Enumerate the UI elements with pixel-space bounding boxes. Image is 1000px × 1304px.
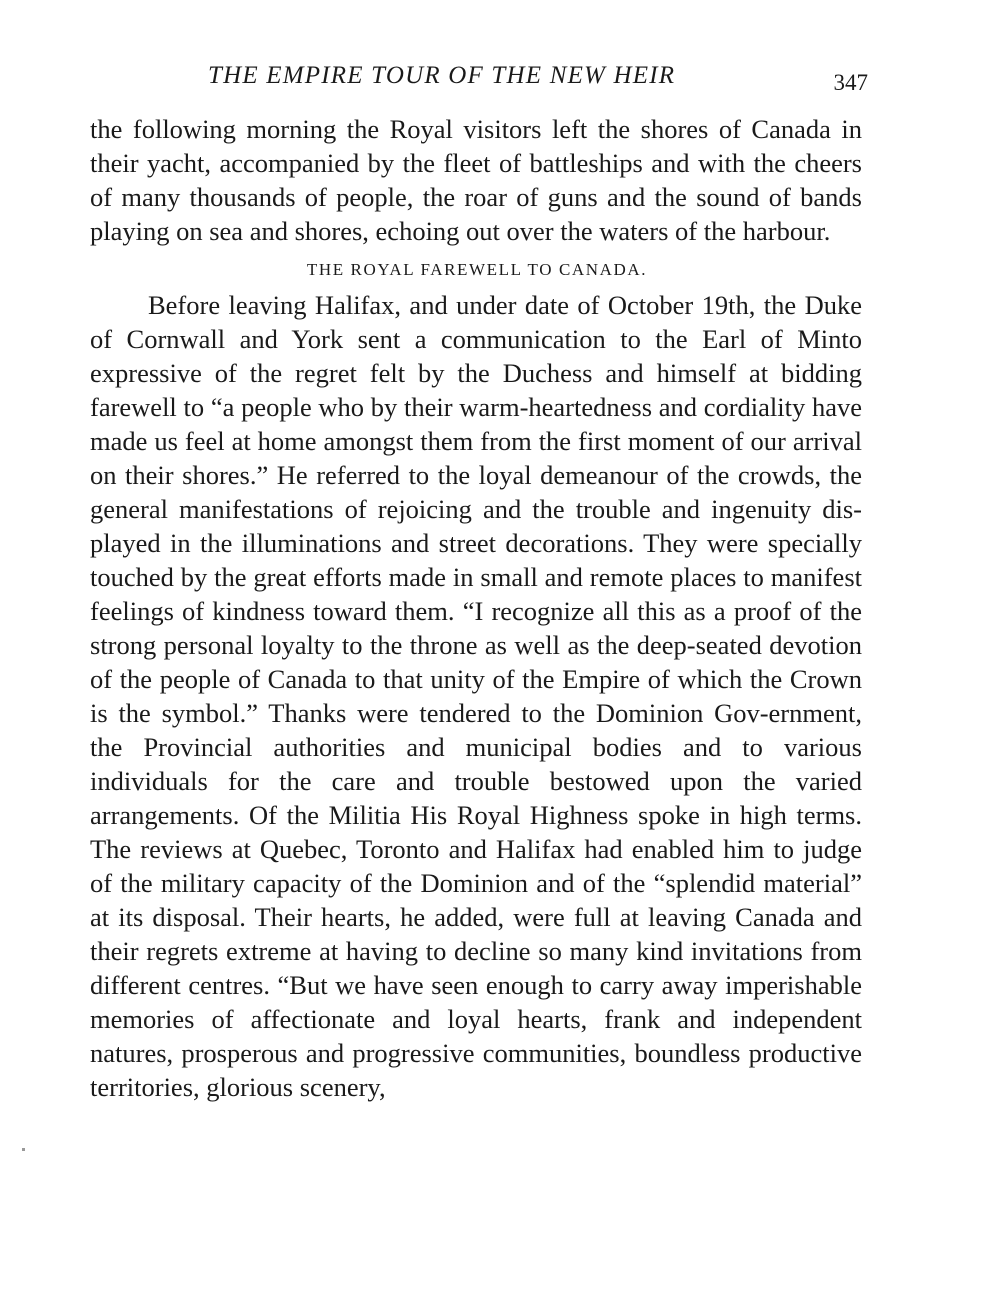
running-title: THE EMPIRE TOUR OF THE NEW HEIR (208, 62, 676, 89)
paragraph-continuation: the following morning the Royal visitors left the shores of Canada in their yacht, accompanied by the fleet of battleships and with the cheers of many thousands of people, the roar of guns and the sound of bands playing on sea and shores, echoing out over the waters of the harbour. (90, 114, 862, 246)
section-heading: THE ROYAL FAREWELL TO CANADA. (306, 260, 648, 279)
running-header (90, 62, 868, 96)
book-page (90, 62, 868, 1104)
margin-speck (22, 1148, 25, 1151)
paragraph-farewell: Before leaving Halifax, and under date of October 19th, the Duke of Cornwall and York sent a communication to the Earl of Minto expressive of the regret felt by the Duchess and himself at bidding farewell to “a people who by their warm-heartedness and cordiality have made us feel at home amongst them from the first moment of our arrival on their shores.” He referred to the loyal demeanour of the crowds, the general manifestations of rejoicing and the trouble and ingenuity dis-played in the illuminations and street decorations. They were specially touched by the great efforts made in small and remote places to manifest feelings of kindness toward them. “I recognize all this as a proof of the strong personal loyalty to the throne as well as the deep-seated devotion of the people of Canada to that unity of the Empire of which the Crown is the symbol.” Thanks were tendered to the Dominion Gov-ernment, the Provincial authorities and municipal bodies and to various individuals for the care and trouble bestowed upon the varied arrangements. Of the Militia His Royal Highness spoke in high terms. The reviews at Quebec, Toronto and Halifax had enabled him to judge of the military capacity of the Dominion and of the “splendid material” at its disposal. Their hearts, he added, were full at leaving Canada and their regrets extreme at having to decline so many kind invitations from different centres. “But we have seen enough to carry away imperishable memories of affectionate and loyal hearts, frank and independent natures, prosperous and progressive communities, boundless productive territories, glorious scenery, (90, 290, 862, 1102)
page-number: 347 (833, 70, 868, 95)
